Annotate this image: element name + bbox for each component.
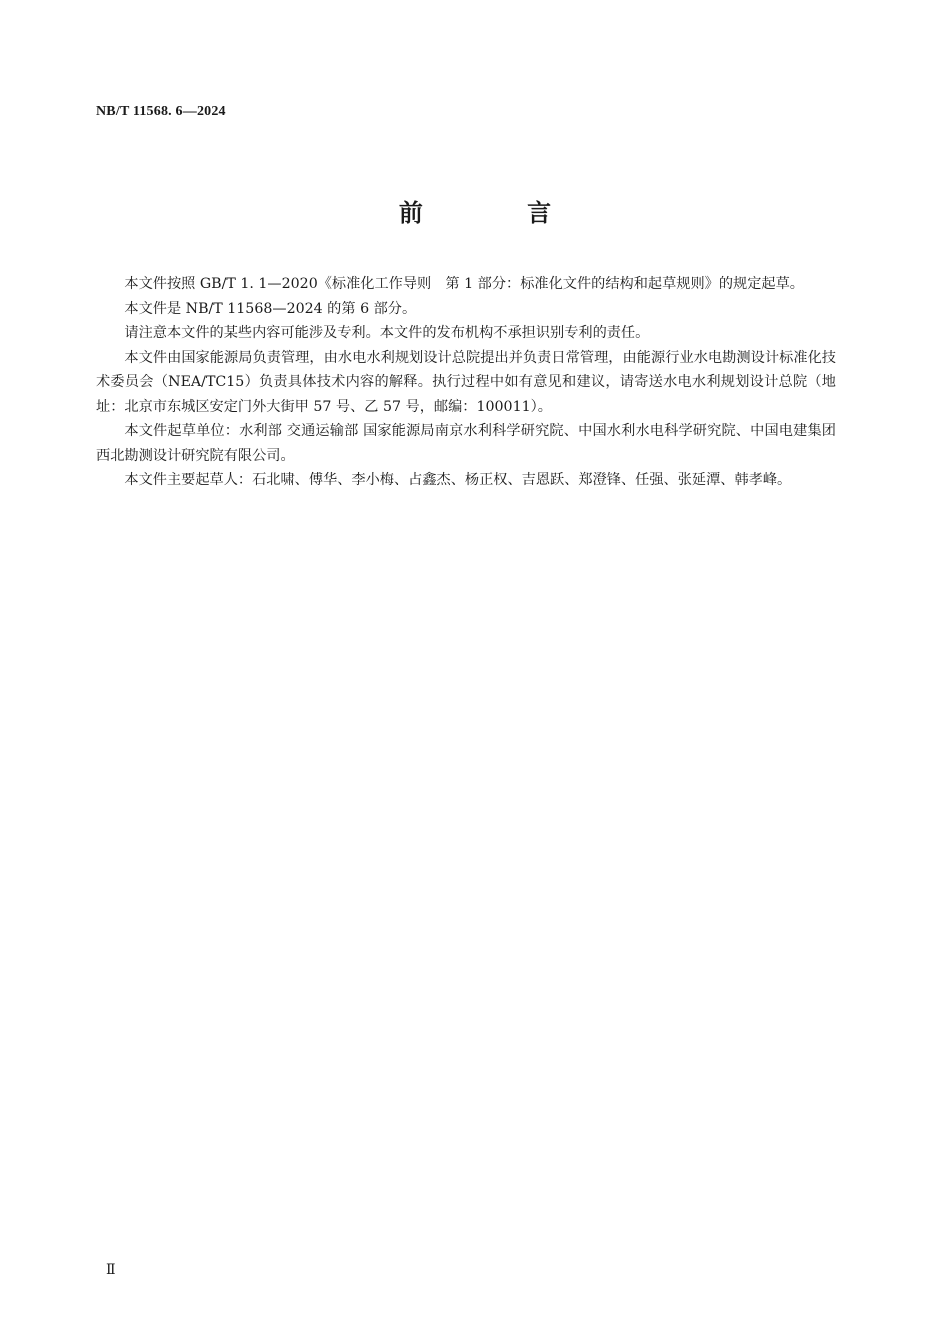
standard-number: NB/T 11568. 6—2024 [96, 104, 226, 119]
paragraph-patent-notice: 请注意本文件的某些内容可能涉及专利。本文件的发布机构不承担识别专利的责任。 [124, 325, 650, 341]
paragraph-drafting-rules: 本文件按照 GB/T 1. 1—2020《标准化工作导则 第 1 部分：标准化文件的结构和起草规则》的规定起草。 [124, 276, 804, 292]
paragraph-management: 本文件由国家能源局负责管理，由水电水利规划设计总院提出并负责日常管理，由能源行业水电勘测设计标准化技术委员会（NEA/TC15）负责具体技术内容的解释。执行过程中如有意见和建议，请寄送水电水利规划设计总院（地址：北京市东城区安定门外大街甲 57 号、乙 57 号，邮编：100011）。 [96, 349, 836, 415]
paragraph-part-number: 本文件是 NB/T 11568—2024 的第 6 部分。 [124, 300, 417, 317]
paragraph-drafting-units: 本文件起草单位：水利部 交通运输部 国家能源局南京水利科学研究院、中国水利水电科学研究院、中国电建集团西北勘测设计研究院有限公司。 [96, 423, 836, 464]
paragraph-drafters: 本文件主要起草人：石北啸、傅华、李小梅、占鑫杰、杨正权、吉恩跃、郑澄锋、任强、张延潭、韩孝峰。 [124, 472, 792, 488]
preface-body [96, 272, 836, 493]
page-title: 前 言 [398, 199, 600, 227]
page-number: Ⅱ [106, 1263, 116, 1278]
